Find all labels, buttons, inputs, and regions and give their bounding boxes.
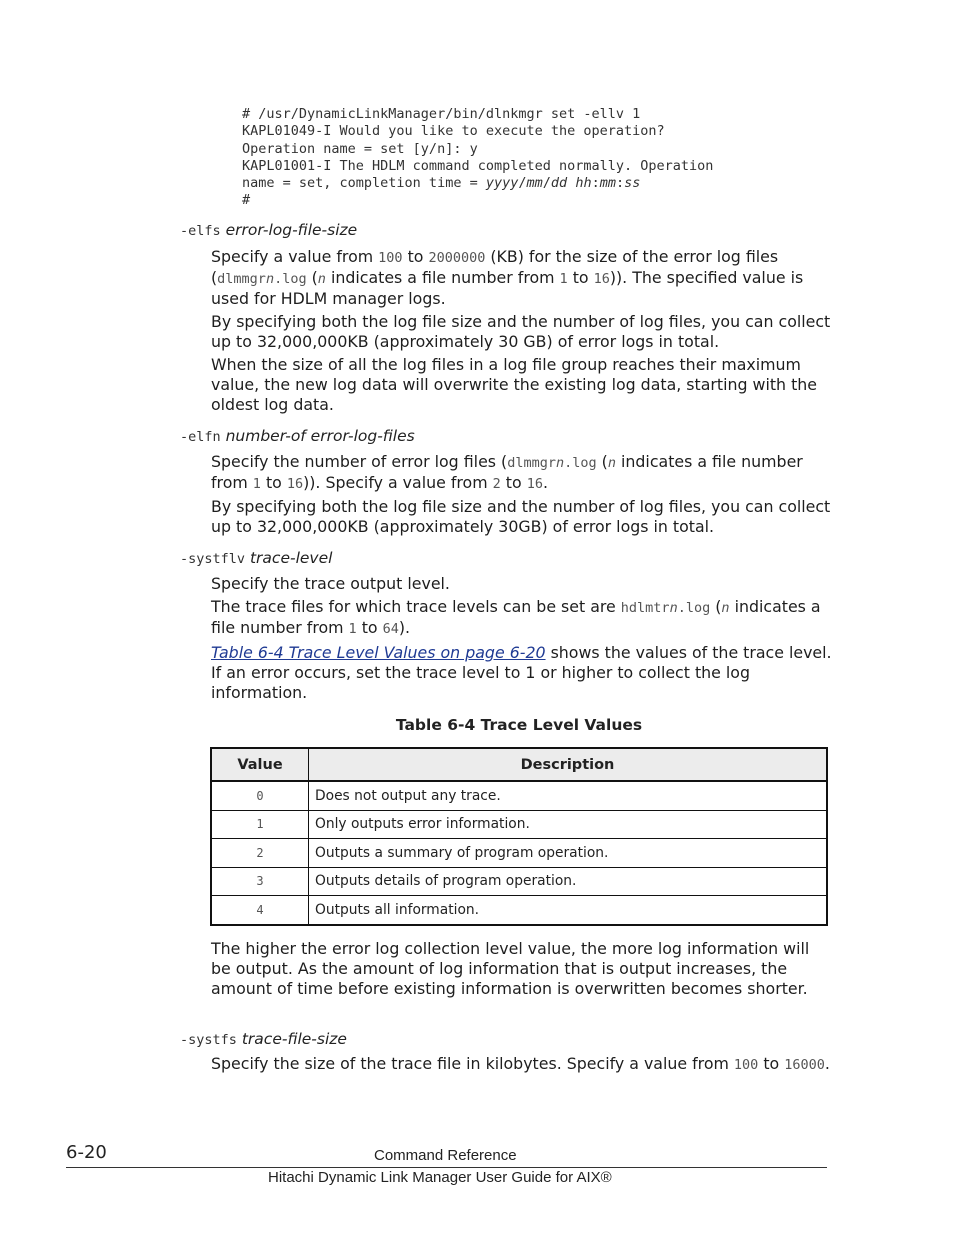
code-line: # <box>242 192 251 209</box>
elfs-paragraph-3: When the size of all the log files in a log file group reaches their maximum value, the new log data will overwrite the existing log data, starting with the oldest log data. <box>211 355 818 414</box>
elfn-paragraph-2: By specifying both the log file size and the number of log files, you can collect up to 32,000,000KB (approximately 30GB) of error logs in total. <box>211 497 831 536</box>
after-table-paragraph: The higher the error log collection level value, the more log information will be output. As the amount of log information that is output increases, the amount of time before existing information is overwritten becomes shorter. <box>211 939 810 998</box>
option-flag: -elfn <box>180 429 221 445</box>
option-argument: error-log-file-size <box>225 221 358 239</box>
code-line: KAPL01049-I Would you like to execute the operation? <box>242 123 665 140</box>
option-systflv <box>180 549 332 567</box>
systflv-paragraph-3: Table 6-4 Trace Level Values on page 6-20 shows the values of the trace level. If an error occurs, set the trace level to 1 or higher to collect the log information. <box>211 643 832 702</box>
option-flag: -elfs <box>180 223 221 239</box>
trace-level-table <box>210 747 828 926</box>
time-placeholder: yyyy/mm/dd hh:mm:ss <box>485 175 641 192</box>
column-header-value: Value <box>211 748 309 781</box>
option-argument: trace-file-size <box>241 1030 347 1048</box>
systfs-paragraph-1: Specify the size of the trace file in kilobytes. Specify a value from 100 to 16000. <box>211 1054 830 1073</box>
code-line: name = set, completion time = <box>242 175 486 192</box>
table-row <box>211 896 827 925</box>
footer-book-title: Hitachi Dynamic Link Manager User Guide for AIX® <box>268 1169 612 1186</box>
table-row <box>211 781 827 810</box>
value-cell: 3 <box>211 867 309 896</box>
table-caption: Table 6-4 Trace Level Values <box>395 716 643 734</box>
description-cell: Outputs a summary of program operation. <box>309 839 828 868</box>
value-cell: 1 <box>211 810 309 839</box>
code-line: Operation name = set [y/n]: y <box>242 140 478 157</box>
elfn-paragraph-1: Specify the number of error log files (dlmmgrn.log (n indicates a file number from 1 to 16)). Specify a value from 2 to 16. <box>211 452 803 492</box>
footer-section-title: Command Reference <box>374 1147 517 1164</box>
option-elfn <box>180 427 415 445</box>
table-row <box>211 839 827 868</box>
option-elfs <box>180 221 357 239</box>
table-reference-link[interactable]: Table 6-4 Trace Level Values on page 6-20 <box>211 643 546 662</box>
systflv-paragraph-1: Specify the trace output level. <box>211 574 450 593</box>
footer-divider <box>66 1167 827 1168</box>
option-flag: -systflv <box>180 551 246 567</box>
table-row <box>211 867 827 896</box>
value-cell: 2 <box>211 839 309 868</box>
description-cell: Outputs all information. <box>309 896 828 925</box>
page-number: 6-20 <box>66 1142 107 1163</box>
option-argument: trace-level <box>249 549 333 567</box>
option-argument: number-of error-log-files <box>225 427 415 445</box>
elfs-paragraph-1: Specify a value from 100 to 2000000 (KB) for the size of the error log files (dlmmgrn.log (n indicates a file number from 1 to 16)). The specified value is used for HDLM manager logs. <box>211 247 804 308</box>
code-line: KAPL01001-I The HDLM command completed normally. Operation <box>242 157 714 174</box>
code-line: # /usr/DynamicLinkManager/bin/dlnkmgr set -ellv 1 <box>242 106 641 122</box>
table-row <box>211 810 827 839</box>
value-cell: 0 <box>211 781 309 810</box>
option-systfs <box>180 1030 347 1048</box>
command-example <box>242 106 713 210</box>
option-flag: -systfs <box>180 1032 237 1048</box>
description-cell: Outputs details of program operation. <box>309 867 828 896</box>
description-cell: Does not output any trace. <box>309 781 828 810</box>
systflv-paragraph-2: The trace files for which trace levels can be set are hdlmtrn.log (n indicates a file number from 1 to 64). <box>211 597 821 637</box>
elfs-paragraph-2: By specifying both the log file size and the number of log files, you can collect up to 32,000,000KB (approximately 30 GB) of error logs in total. <box>211 312 831 351</box>
description-cell: Only outputs error information. <box>309 810 828 839</box>
column-header-description: Description <box>309 748 828 781</box>
table-header-row <box>211 748 827 781</box>
value-cell: 4 <box>211 896 309 925</box>
